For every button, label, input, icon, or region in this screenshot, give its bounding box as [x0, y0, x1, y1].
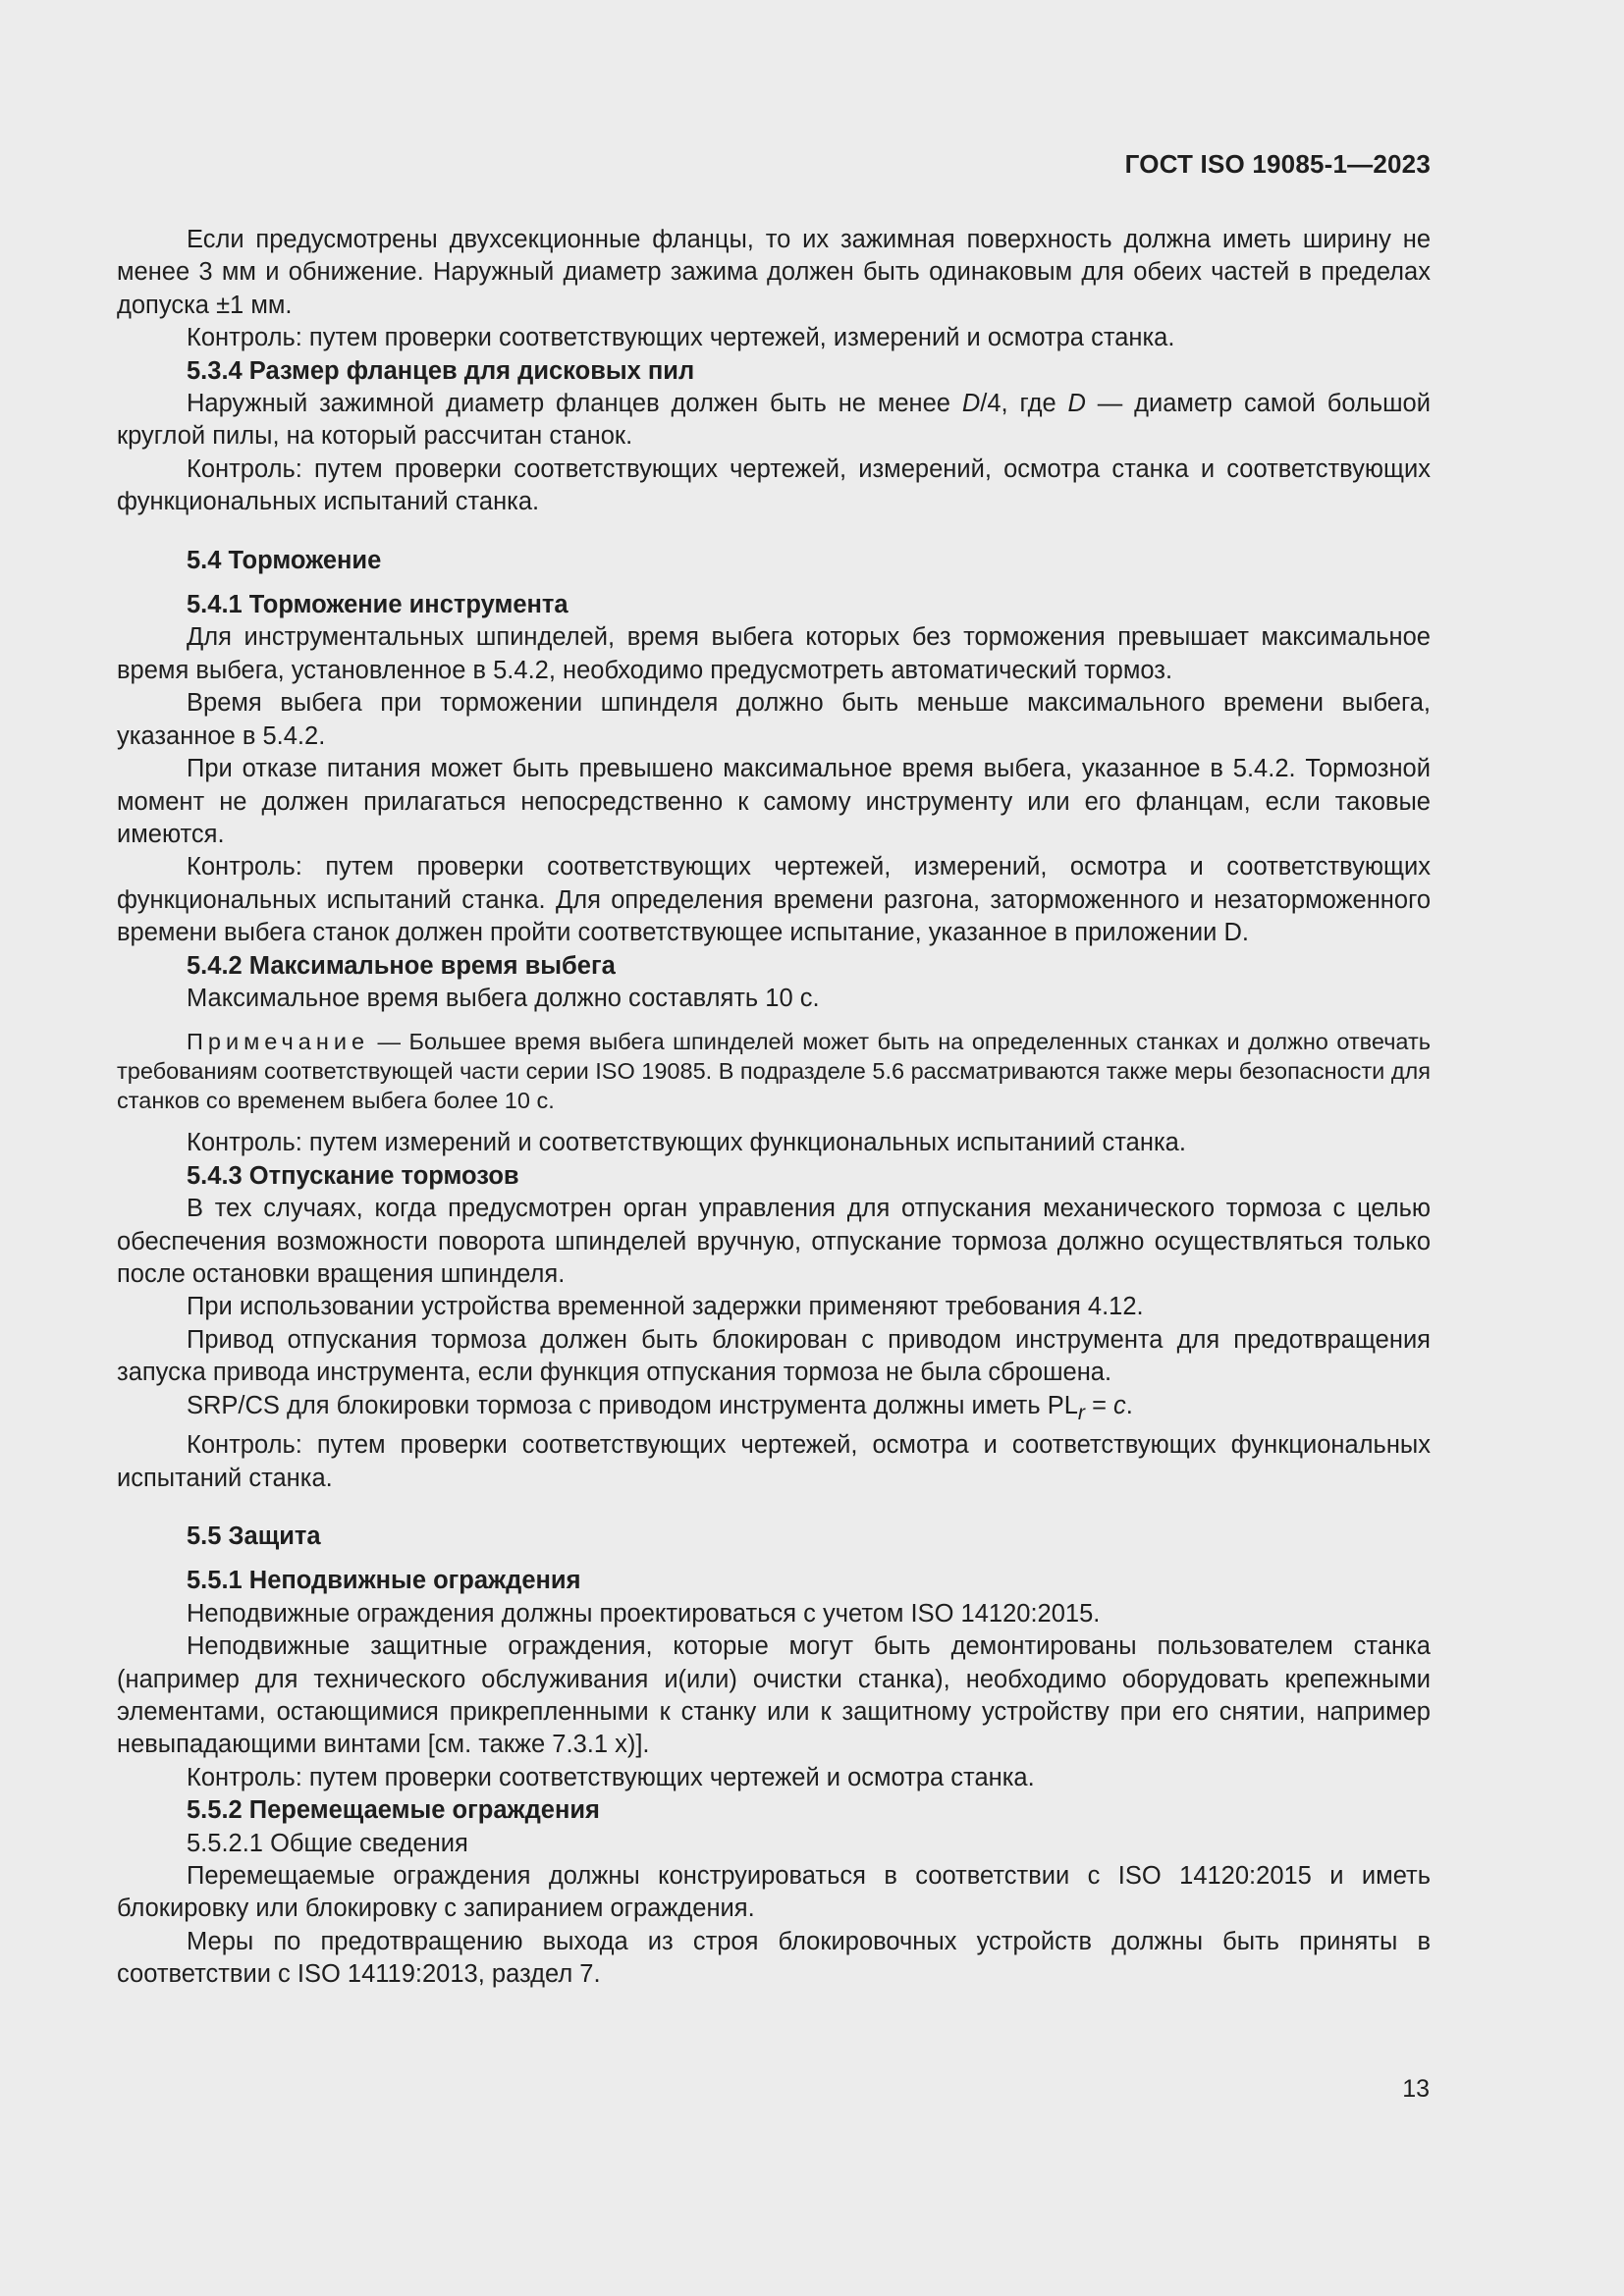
paragraph: Контроль: путем проверки соответствующих чертежей, осмотра и соответствующих функциональных испытаний станка. [117, 1431, 1431, 1492]
page-number: 13 [1402, 2075, 1430, 2103]
section-heading-5-4-2: 5.4.2 Максимальное время выбега [187, 951, 616, 980]
section-heading-5-4-3: 5.4.3 Отпускание тормозов [187, 1161, 519, 1190]
paragraph: Контроль: путем проверки соответствующих чертежей и осмотра станка. [187, 1763, 1035, 1791]
section-heading-5-5: 5.5 Защита [187, 1522, 321, 1550]
page-body [117, 224, 1431, 1992]
subsection-heading-5-5-2-1: 5.5.2.1 Общие сведения [187, 1829, 468, 1857]
paragraph: Контроль: путем проверки соответствующих чертежей, измерений, осмотра и соответствующих функциональных испытаний станка. Для определения времени разгона, заторможенного и незаторможенного времени выбега станок должен пройти соответствующее испытание, указанное в приложении D. [117, 853, 1431, 947]
paragraph: При использовании устройства временной задержки применяют требования 4.12. [187, 1293, 1144, 1321]
paragraph: Меры по предотвращению выхода из строя блокировочных устройств должны быть приняты в соответствии с ISO 14119:2013, раздел 7. [117, 1927, 1431, 1989]
paragraph: При отказе питания может быть превышено максимальное время выбега, указанное в 5.4.2. Тормозной момент не должен прилагаться непосредственно к самому инструменту или его фланцам, если таковые имеются. [117, 755, 1431, 848]
note-label: Примечание [187, 1029, 370, 1055]
paragraph: Максимальное время выбега должно составлять 10 с. [187, 984, 820, 1012]
paragraph: Контроль: путем проверки соответствующих чертежей, измерений и осмотра станка. [187, 324, 1175, 352]
paragraph: Неподвижные защитные ограждения, которые могут быть демонтированы пользователем станка (например для технического обслуживания и(или) очистки станка), необходимо оборудовать крепежными элементами, остающимися прикрепленными к станку или к защитному устройству при его снятии, например невыпадающими винтами [см. также 7.3.1 x)]. [117, 1632, 1431, 1759]
paragraph: Наружный зажимной диаметр фланцев должен быть не менее D/4, где D — диаметр самой большой круглой пилы, на который рассчитан станок. [117, 390, 1431, 451]
paragraph: Контроль: путем измерений и соответствующих функциональных испытаниий станка. [187, 1129, 1186, 1157]
paragraph: Если предусмотрены двухсекционные фланцы, то их зажимная поверхность должна иметь ширину не менее 3 мм и обнижение. Наружный диаметр зажима должен быть одинаковым для обеих частей в пределах допуска ±1 мм. [117, 226, 1431, 319]
paragraph: Перемещаемые ограждения должны конструироваться в соответствии с ISO 14120:2015 и иметь блокировку или блокировку с запиранием ограждения. [117, 1861, 1431, 1923]
section-heading-5-4: 5.4 Торможение [187, 546, 382, 574]
paragraph: Время выбега при торможении шпинделя должно быть меньше максимального времени выбега, указанное в 5.4.2. [117, 689, 1431, 750]
section-heading-5-5-1: 5.5.1 Неподвижные ограждения [187, 1567, 581, 1595]
paragraph: SRP/CS для блокировки тормоза с приводом инструмента должны иметь $PL_r = c$. [187, 1391, 1133, 1424]
section-heading-5-3-4: 5.3.4 Размер фланцев для дисковых пил [187, 356, 695, 385]
section-heading-5-4-1: 5.4.1 Торможение инструмента [187, 591, 568, 619]
section-heading-5-5-2: 5.5.2 Перемещаемые ограждения [187, 1796, 600, 1825]
paragraph: Для инструментальных шпинделей, время выбега которых без торможения превышает максимальное время выбега, установленное в 5.4.2, необходимо предусмотреть автоматический тормоз. [117, 623, 1431, 684]
note: Примечание — Большее время выбега шпинделей может быть на определенных станках и должно отвечать требованиям соответствующей части серии ISO 19085. В подразделе 5.6 рассматриваются также меры безопасности для станков со временем выбега более 10 с. [117, 1029, 1431, 1114]
paragraph: Неподвижные ограждения должны проектироваться с учетом ISO 14120:2015. [187, 1599, 1101, 1628]
paragraph: Контроль: путем проверки соответствующих чертежей, измерений, осмотра станка и соответствующих функциональных испытаний станка. [117, 454, 1431, 516]
paragraph: Привод отпускания тормоза должен быть блокирован с приводом инструмента для предотвращения запуска привода инструмента, если функция отпускания тормоза не была сброшена. [117, 1325, 1431, 1387]
paragraph: В тех случаях, когда предусмотрен орган управления для отпускания механического тормоза с целью обеспечения возможности поворота шпинделей вручную, отпускание тормоза должно осуществляться только после остановки вращения шпинделя. [117, 1195, 1431, 1288]
document-header: ГОСТ ISO 19085-1—2023 [1124, 149, 1431, 179]
